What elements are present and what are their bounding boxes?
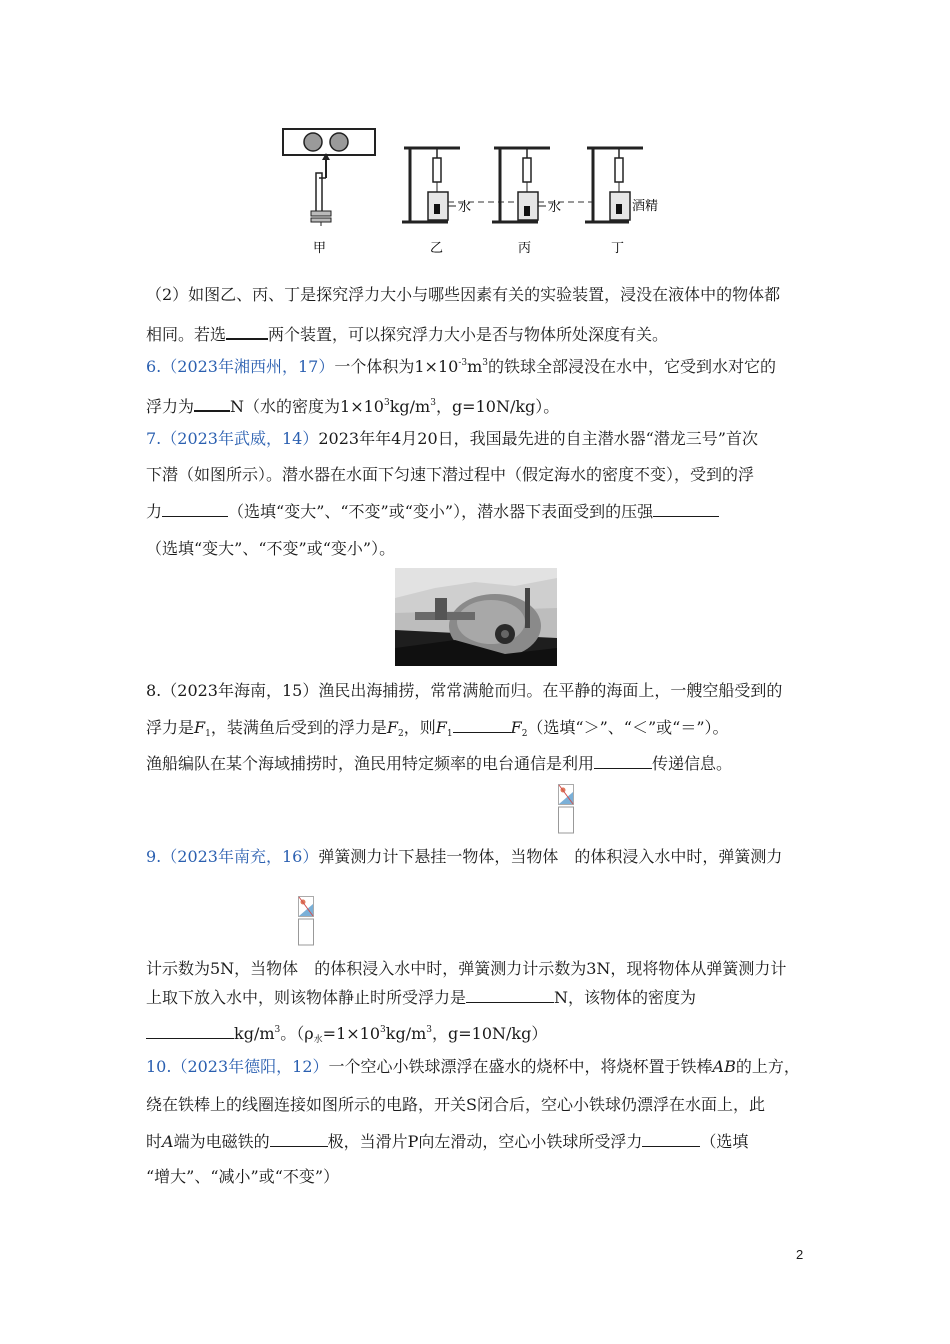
page-number: 2 [796,1247,804,1262]
fraction-image-icon [558,812,574,862]
q9-heading: 9.（2023年南充，16） [146,847,319,866]
q6-heading: 6.（2023年湘西州，17） [146,357,335,376]
answer-blank[interactable] [146,1022,234,1039]
answer-blank[interactable] [226,322,268,340]
q5-part2-line1: （2）如图乙、丙、丁是探究浮力大小与哪些因素有关的实验装置，浸没在液体中的物体都 [146,285,781,304]
q7-line4: （选填“变大”、“不变”或“变小”）。 [146,539,396,558]
q10-heading: 10.（2023年德阳，12） [146,1057,329,1076]
q6-line1: 6.（2023年湘西州，17）一个体积为$1\times 10^{-3}m^3$的铁球全部浸没在水中，它受到水对它的 [146,357,777,376]
apparatus-jia [283,129,375,256]
liquid-label-ding: 酒精 [632,199,659,214]
q7-line1: 7.（2023年武威，14）2023年年4月20日，我国最先进的自主潜水器“潜龙三号”首次 [146,429,758,448]
q5-part2-line2: 相同。若选 两个装置，可以探究浮力大小是否与物体所处深度有关。 [146,322,668,346]
answer-blank[interactable] [466,986,554,1003]
q7-line3: 力 （选填“变大”、“不变”或“变小”），潜水器下表面受到的压强 [146,500,719,523]
q10-line3: 时A端为电磁铁的 极，当滑片P向左滑动，空心小铁球所受浮力 （选填 [146,1132,749,1151]
label-bing: 丙 [518,241,532,256]
q6-line2: 浮力为 N（水的密度为$1\times 10^3kg/m^3$，g=10N/kg）。 [146,394,559,418]
label-yi: 乙 [430,241,444,256]
q9-line1: 9.（2023年南充，16）弹簧测力计下悬挂一物体，当物体 的体积浸入水中时，弹簧测力 [146,812,782,868]
q9-line4: $kg/m^3$。（$\rho_水=1\times 10^3kg/m^3$，g=10N/kg） [146,1022,547,1045]
fraction-image-icon [298,924,314,974]
label-ding: 丁 [611,241,625,256]
q8-line3: 渔船编队在某个海域捕捞时，渔民用特定频率的电台通信是利用 传递信息。 [146,754,733,773]
liquid-label-yi: 水 [458,200,472,215]
q10-line4: “增大”、“减小”或“不变”） [146,1167,340,1186]
answer-blank[interactable] [653,500,719,517]
q9-line2: 计示数为5N，当物体 的体积浸入水中时，弹簧测力计示数为3N，现将物体从弹簧测力计 [146,924,786,980]
answer-blank[interactable] [270,1130,328,1147]
q10-line2: 绕在铁棒上的线圈连接如图所示的电路，开关S闭合后，空心小铁球仍漂浮在水面上，此 [146,1095,765,1114]
q8-line2: 浮力是$F_1$，装满鱼后受到的浮力是$F_2$，则$F_1$ $F_2$（选填“＞”、“＜”或“＝”）。 [146,718,729,739]
apparatus-ding [585,148,658,256]
answer-blank[interactable] [642,1130,700,1147]
buoyancy-apparatus-figure [280,126,660,258]
answer-blank[interactable] [453,716,511,733]
q9-line3: 上取下放入水中，则该物体静止时所受浮力是 N，该物体的密度为 [146,988,697,1007]
submersible-photo [395,568,557,666]
liquid-label-bing: 水 [548,200,562,215]
answer-blank[interactable] [194,394,230,412]
q7-line2: 下潜（如图所示）。潜水器在水面下匀速下潜过程中（假定海水的密度不变），受到的浮 [146,465,755,484]
q7-heading: 7.（2023年武威，14） [146,429,319,448]
answer-blank[interactable] [162,500,228,517]
answer-blank[interactable] [594,752,652,769]
label-jia: 甲 [313,241,327,256]
q8-line1: 8.（2023年海南，15）渔民出海捕捞，常常满舱而归。在平静的海面上，一艘空船受到的 [146,681,783,700]
q10-line1: 10.（2023年德阳，12）一个空心小铁球漂浮在盛水的烧杯中，将烧杯置于铁棒AB的上方， [146,1057,800,1076]
